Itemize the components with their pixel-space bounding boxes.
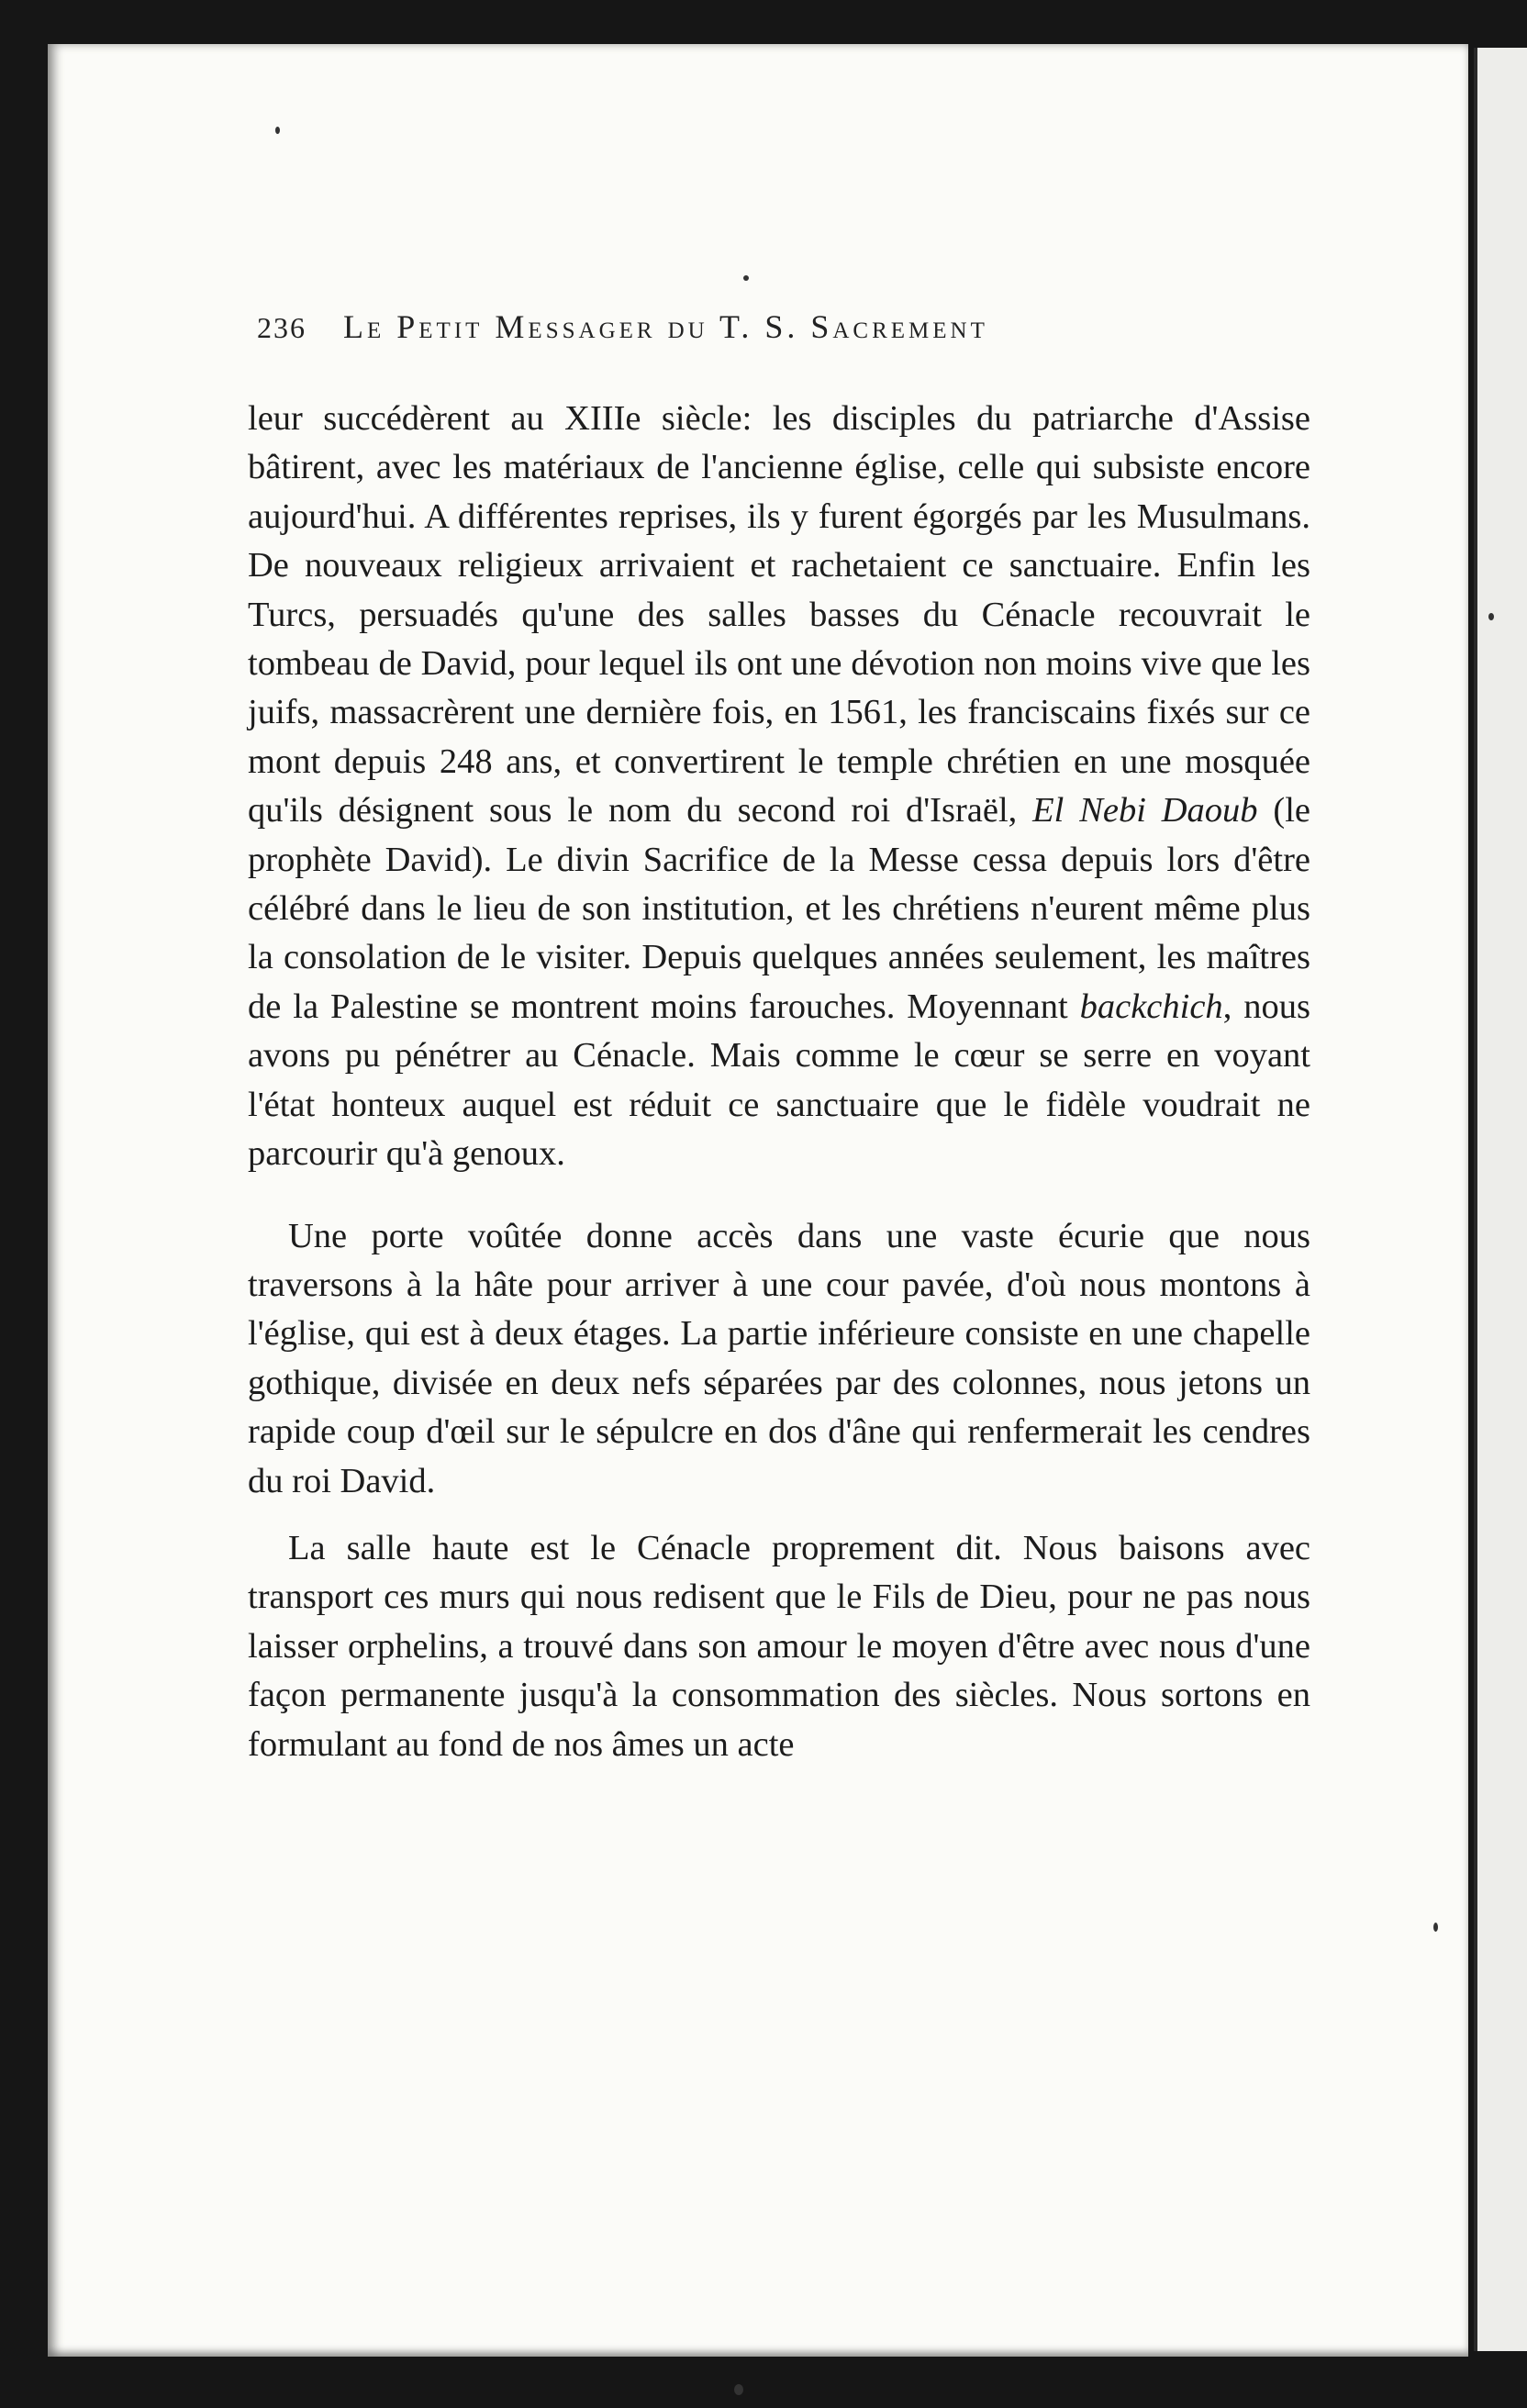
paragraph <box>248 1212 1310 1506</box>
scan-speck <box>743 275 749 281</box>
body-text <box>248 395 1310 1769</box>
facing-page-edge <box>1474 48 1527 2351</box>
text-run: (le prophète David). Le divin Sacrifice de la Messe cessa depuis lors d'être célébré dans le lieu de son institution, et les chrétiens n'eurent même plus la consolation de le visiter. Depuis quelques années seulement, les maîtres de la Palestine se montrent moins farouches. Moyennant <box>248 791 1311 1026</box>
text-run: leur succédèrent au XIIIe siècle: les disciples du patriarche d'Assise bâtirent, avec les matériaux de l'ancienne église, celle qui subsiste encore aujourd'hui. A différentes reprises, ils y furent égorgés par les Musulmans. De nouveaux religieux arrivaient et rachetaient ce sanctuaire. Enfin les Turcs, persuadés qu'une des salles basses du Cénacle recouvrait le tombeau de David, pour lequel ils ont une dévotion non moins vive que les juifs, massacrèrent une dernière fois, en 1561, les franciscains fixés sur ce mont depuis 248 ans, et convertirent le temple chrétien en une mosquée qu'ils désignent sous le nom du second roi d'Israël, <box>248 399 1310 831</box>
running-header <box>257 307 1175 346</box>
scan-speck <box>275 127 280 134</box>
running-title: Le Petit Messager du T. S. Sacrement <box>343 308 988 345</box>
paragraph <box>248 395 1310 1179</box>
page-number: 236 <box>257 311 307 344</box>
paragraph <box>248 1524 1310 1769</box>
scan-speck <box>1488 613 1494 620</box>
text-run: Une porte voûtée donne accès dans une vaste écurie que nous traversons à la hâte pour arriver à une cour pavée, d'où nous montons à l'église, qui est à deux étages. La partie inférieure consiste en une chapelle gothique, divisée en deux nefs séparées par des colonnes, nous jetons un rapide coup d'œil sur le sépulcre en dos d'âne qui renfermerait les cendres du roi David. <box>248 1216 1310 1500</box>
scan-speck <box>1433 1923 1438 1932</box>
italic-text: El Nebi Daoub <box>1032 791 1258 831</box>
text-run: , nous avons pu pénétrer au Cénacle. Mais comme le cœur se serre en voyant l'état honteux auquel est réduit ce sanctuaire que le fidèle voudrait ne parcourir qu'à genoux. <box>248 987 1311 1174</box>
scan-speck <box>734 2384 743 2395</box>
text-run: La salle haute est le Cénacle proprement dit. Nous baisons avec transport ces murs qui nous redisent que le Fils de Dieu, pour ne pas nous laisser orphelins, a trouvé dans son amour le moyen d'être avec nous d'une façon permanente jusqu'à la consommation des siècles. Nous sortons en formulant au fond de nos âmes un acte <box>248 1528 1310 1764</box>
italic-text: backchich <box>1079 987 1223 1026</box>
